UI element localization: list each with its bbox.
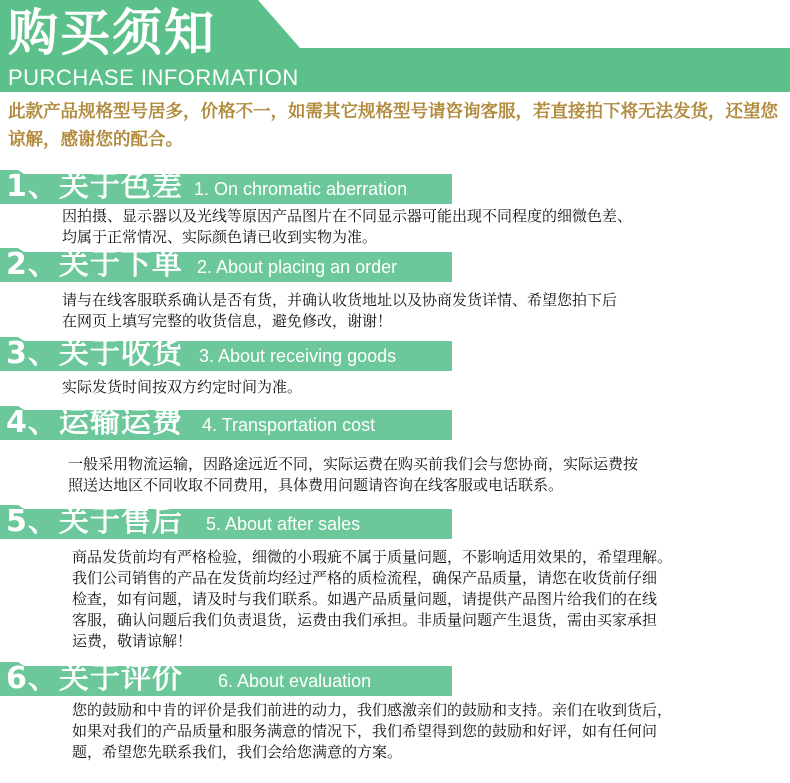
section-line: 如果对我们的产品质量和服务满意的情况下，我们希望得到您的鼓励和好评，如有任何问	[72, 722, 658, 740]
section-english-heading: 5. About after sales	[206, 514, 361, 534]
section-line: 商品发货前均有严格检验，细微的小瑕疵不属于质量问题，不影响适用效果的，希望理解。	[72, 548, 673, 566]
section-heading: 5、关于售后	[6, 504, 183, 539]
section-body	[72, 700, 788, 763]
section-english-heading: 2. About placing an order	[197, 257, 398, 277]
section-line: 照送达地区不同收取不同费用，具体费用问题请咨询在线客服或电话联系。	[68, 476, 564, 494]
section-english-heading: 1. On chromatic aberration	[194, 179, 408, 199]
section-body	[62, 377, 784, 398]
section-line: 题，希望您先联系我们，我们会给您满意的方案。	[72, 743, 403, 761]
section-line: 客服，确认问题后我们负责退货，运费由我们承担。非质量问题产生退货，需由买家承担	[72, 611, 658, 629]
page-subtitle: PURCHASE INFORMATION	[8, 65, 299, 90]
section-body	[72, 547, 788, 652]
section-heading: 6、关于评价	[6, 661, 183, 696]
section-line: 请与在线客服联系确认是否有货，并确认收货地址以及协商发货详情、希望您拍下后	[62, 291, 618, 309]
header	[0, 0, 790, 92]
section-body	[62, 206, 784, 248]
section-line: 您的鼓励和中肯的评价是我们前进的动力，我们感激亲们的鼓励和支持。亲们在收到货后，	[72, 701, 673, 719]
section-line: 在网页上填写完整的收货信息，避免修改，谢谢！	[62, 312, 393, 330]
section-english-heading: 6. About evaluation	[218, 671, 372, 691]
section-heading: 3、关于收货	[6, 336, 183, 371]
section-line: 实际发货时间按双方约定时间为准。	[62, 378, 303, 396]
section-english-heading: 4. Transportation cost	[202, 415, 376, 435]
notice-text: 此款产品规格型号居多，价格不一，如需其它规格型号请咨询客服，若直接拍下将无法发货，还望您谅解，感谢您的配合。	[8, 102, 778, 150]
section-line: 我们公司销售的产品在发货前均经过严格的质检流程，确保产品质量，请您在收货前仔细	[72, 569, 658, 587]
section-line: 运费，敬请谅解！	[72, 632, 193, 650]
section-line: 检查，如有问题，请及时与我们联系。如遇产品质量问题，请提供产品图片给我们的在线	[72, 590, 658, 608]
section-line: 一般采用物流运输，因路途远近不同，实际运费在购买前我们会与您协商，实际运费按	[68, 455, 639, 473]
section-line: 均属于正常情况、实际颜色请已收到实物为准。	[62, 228, 378, 246]
section-heading: 1、关于色差	[6, 169, 183, 204]
section-body	[62, 290, 784, 332]
section-body	[68, 454, 790, 496]
section-heading: 2、关于下单	[6, 247, 183, 282]
section-english-heading: 3. About receiving goods	[199, 346, 397, 366]
page-title: 购买须知	[8, 4, 216, 62]
section-line: 因拍摄、显示器以及光线等原因产品图片在不同显示器可能出现不同程度的细微色差、	[62, 207, 633, 225]
section-heading: 4、运输运费	[6, 405, 183, 440]
